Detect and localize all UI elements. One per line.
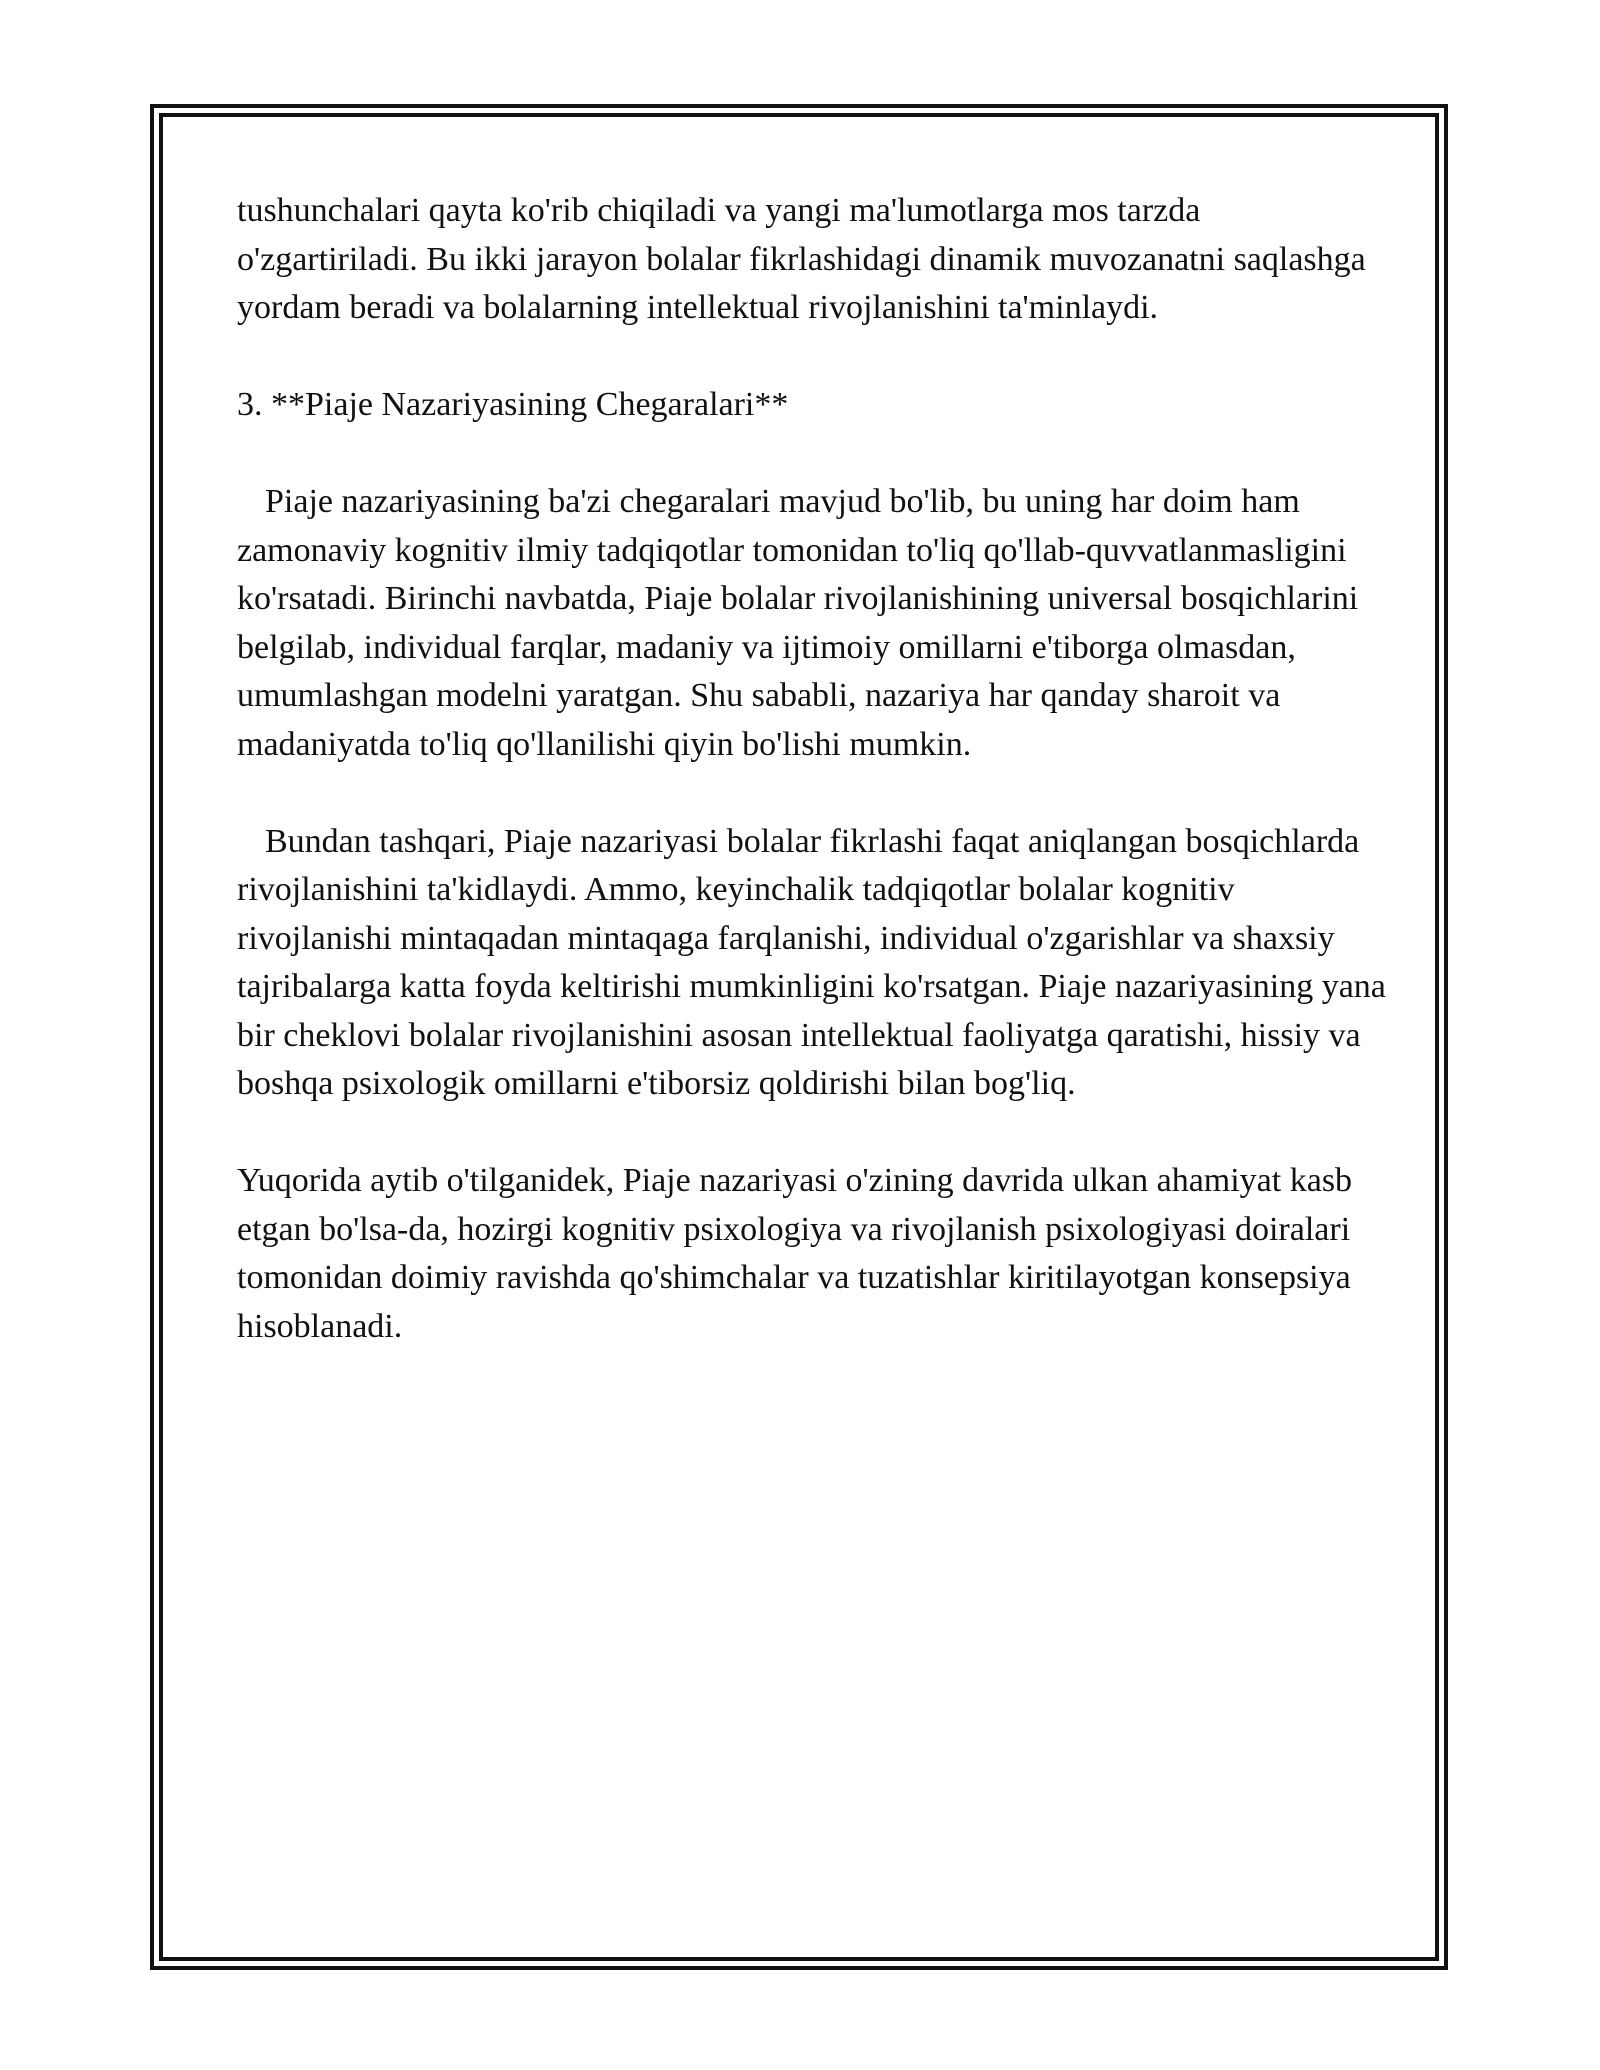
- paragraph-continuation: tushunchalari qayta ko'rib chiqiladi va yangi ma'lumotlarga mos tarzda o'zgartiriladi. Bu ikki jarayon bolalar fikrlashidagi dinamik muvozanatni saqlashga yordam beradi va bolalarning intellektual rivojlanishini ta'minlaydi.: [237, 192, 1375, 326]
- section-heading: 3. **Piaje Nazariyasining Chegaralari**: [237, 386, 789, 423]
- paragraph-limitations: Piaje nazariyasining ba'zi chegaralari mavjud bo'lib, bu uning har doim ham zamonaviy kognitiv ilmiy tadqiqotlar tomonidan to'liq qo'llab-quvvatlanmasligini ko'rsatadi. Birinchi navbatda, Piaje bolalar rivojlanishining universal bosqichlarini belgilab, individual farqlar, madaniy va ijtimoiy omillarni e'tiborga olmasdan, umumlashgan modelni yaratgan. Shu sababli, nazariya har qanday sharoit va madaniyatda to'liq qo'llanilishi qiyin bo'lishi mumkin.: [237, 483, 1367, 763]
- paragraph-additional-limitations: Bundan tashqari, Piaje nazariyasi bolalar fikrlashi faqat aniqlangan bosqichlarda rivojlanishini ta'kidlaydi. Ammo, keyinchalik tadqiqotlar bolalar kognitiv rivojlanishi mintaqadan mintaqaga farqlanishi, individual o'zgarishlar va shaxsiy tajribalarga katta foyda keltirishi mumkinligini ko'rsatgan. Piaje nazariyasining yana bir cheklovi bolalar rivojlanishini asosan intellektual faoliyatga qaratishi, hissiy va boshqa psixologik omillarni e'tiborsiz qoldirishi bilan bog'liq.: [237, 822, 1395, 1102]
- document-body: [237, 187, 1395, 1351]
- paragraph-conclusion: Yuqorida aytib o'tilganidek, Piaje nazariyasi o'zining davrida ulkan ahamiyat kasb etgan bo'lsa-da, hozirgi kognitiv psixologiya va rivojlanish psixologiyasi doiralari tomonidan doimiy ravishda qo'shimchalar va tuzatishlar kiritilayotgan konsepsiya hisoblanadi.: [237, 1162, 1361, 1345]
